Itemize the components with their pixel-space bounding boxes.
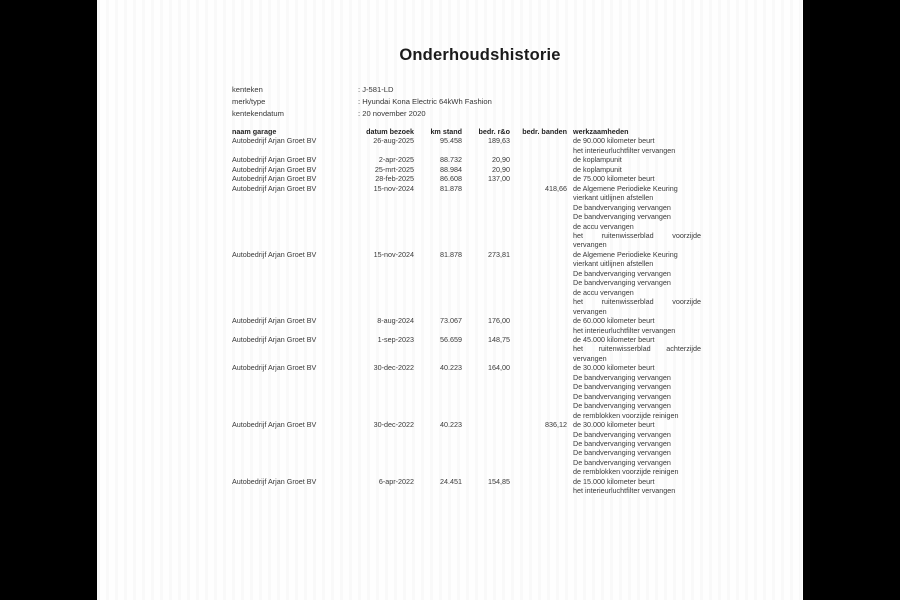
work-item: De bandvervanging vervangen — [573, 401, 671, 411]
km-reading-cell: 88.732 — [440, 155, 462, 165]
work-items-cell — [567, 335, 701, 363]
table-row — [232, 174, 701, 183]
amount-tires-cell: 418,66 — [545, 183, 567, 193]
garage-cell: Autobedrijf Arjan Groet BV — [232, 183, 317, 193]
table-header-row — [232, 127, 701, 136]
visit-date-cell: 25-mrt-2025 — [374, 164, 414, 174]
amount-rno-cell: 137,00 — [488, 174, 510, 184]
info-value: : Hyundai Kona Electric 64kWh Fashion — [358, 97, 492, 106]
info-label: kenteken — [232, 85, 263, 94]
amount-tires-cell — [510, 316, 567, 335]
work-items-cell — [567, 250, 701, 316]
work-item: De bandvervanging vervangen — [573, 202, 671, 212]
table-row — [232, 250, 701, 316]
amount-tires-cell — [510, 477, 567, 496]
info-row — [232, 84, 492, 96]
vehicle-info — [232, 84, 492, 120]
table-row — [232, 363, 701, 420]
km-reading-cell: 88.984 — [440, 164, 462, 174]
header-bedr-banden: bedr. banden — [522, 127, 567, 136]
visit-date-cell: 15-nov-2024 — [373, 249, 414, 259]
amount-tires-cell — [510, 363, 567, 420]
work-items-cell — [567, 363, 701, 420]
work-items-cell — [567, 155, 701, 164]
amount-tires-cell — [510, 335, 567, 363]
amount-rno-cell: 154,85 — [488, 476, 510, 486]
work-item: De bandvervanging vervangen — [573, 278, 671, 288]
info-value: : J-581-LD — [358, 85, 394, 94]
table-row — [232, 155, 701, 164]
work-item: de koplampunit — [573, 164, 622, 174]
work-item: de 15.000 kilometer beurt — [573, 476, 655, 486]
garage-cell: Autobedrijf Arjan Groet BV — [232, 249, 317, 259]
garage-cell: Autobedrijf Arjan Groet BV — [232, 136, 317, 146]
amount-tires-cell — [510, 174, 567, 183]
km-reading-cell: 40.223 — [440, 363, 462, 373]
work-item: het ruitenwisserblad voorzijde vervangen — [573, 230, 701, 250]
km-reading-cell: 56.659 — [440, 334, 462, 344]
km-reading-cell: 40.223 — [440, 420, 462, 430]
work-item: De bandvervanging vervangen — [573, 212, 671, 222]
header-werkzaamheden: werkzaamheden — [573, 127, 629, 136]
work-items-cell — [567, 174, 701, 183]
work-item: De bandvervanging vervangen — [573, 372, 671, 382]
km-reading-cell: 81.878 — [440, 183, 462, 193]
work-item: De bandvervanging vervangen — [573, 438, 671, 448]
km-reading-cell: 24.451 — [440, 476, 462, 486]
info-value: : 20 november 2020 — [358, 109, 426, 118]
work-item: de 45.000 kilometer beurt — [573, 334, 655, 344]
amount-rno-cell: 20,90 — [492, 155, 510, 165]
work-item: de 30.000 kilometer beurt — [573, 420, 655, 430]
work-item: het ruitenwisserblad voorzijde vervangen — [573, 297, 701, 316]
page-title: Onderhoudshistorie — [399, 46, 561, 64]
work-item: de accu vervangen — [573, 287, 634, 297]
table-row — [232, 316, 701, 335]
amount-tires-cell — [510, 165, 567, 174]
work-item: de remblokken voorzijde reinigen — [573, 410, 679, 420]
work-item: de Algemene Periodieke Keuring — [573, 249, 678, 259]
work-item: de 30.000 kilometer beurt — [573, 363, 655, 373]
km-reading-cell: 73.067 — [440, 316, 462, 326]
amount-tires-cell: 836,12 — [545, 420, 567, 430]
info-label: kentekendatum — [232, 109, 284, 118]
table-row — [232, 184, 701, 250]
visit-date-cell: 2-apr-2025 — [378, 155, 414, 165]
km-reading-cell: 86.608 — [440, 174, 462, 184]
visit-date-cell: 1-sep-2023 — [377, 334, 414, 344]
work-items-cell — [567, 420, 701, 477]
garage-cell: Autobedrijf Arjan Groet BV — [232, 174, 317, 184]
visit-date-cell: 6-apr-2022 — [378, 476, 414, 486]
visit-date-cell: 15-nov-2024 — [373, 183, 414, 193]
garage-cell: Autobedrijf Arjan Groet BV — [232, 420, 317, 430]
header-naam-garage: naam garage — [232, 127, 277, 136]
amount-rno-cell: 164,00 — [488, 363, 510, 373]
amount-rno-cell: 273,81 — [488, 249, 510, 259]
garage-cell: Autobedrijf Arjan Groet BV — [232, 316, 317, 326]
visit-date-cell: 30-dec-2022 — [373, 363, 414, 373]
amount-rno-cell: 20,90 — [492, 164, 510, 174]
work-items-cell — [567, 316, 701, 335]
work-items-cell — [567, 477, 701, 496]
work-item: De bandvervanging vervangen — [573, 448, 671, 458]
work-item: het ruitenwisserblad achterzijde vervangen — [573, 344, 701, 363]
info-row — [232, 108, 492, 120]
visit-date-cell: 30-dec-2022 — [373, 420, 414, 430]
work-item: het interieurluchtfilter vervangen — [573, 145, 676, 155]
garage-cell: Autobedrijf Arjan Groet BV — [232, 164, 317, 174]
amount-rno-cell — [462, 420, 510, 477]
info-label: merk/type — [232, 97, 266, 106]
work-item: De bandvervanging vervangen — [573, 457, 671, 467]
work-item: de 90.000 kilometer beurt — [573, 136, 655, 146]
work-item: de remblokken voorzijde reinigen — [573, 467, 679, 477]
header-bedr-ro: bedr. r&o — [478, 127, 510, 136]
amount-tires-cell — [510, 250, 567, 316]
work-item: vierkant uitlijnen afstellen — [573, 193, 654, 203]
work-items-cell — [567, 165, 701, 174]
table-row — [232, 165, 701, 174]
table-row — [232, 420, 701, 477]
garage-cell: Autobedrijf Arjan Groet BV — [232, 476, 317, 486]
maintenance-history-table — [232, 127, 701, 496]
visit-date-cell: 8-aug-2024 — [377, 316, 414, 326]
table-row — [232, 477, 701, 496]
work-items-cell — [567, 136, 701, 155]
work-item: de Algemene Periodieke Keuring — [573, 183, 678, 193]
work-item: de 75.000 kilometer beurt — [573, 174, 655, 184]
visit-date-cell: 28-feb-2025 — [375, 174, 414, 184]
work-item: De bandvervanging vervangen — [573, 429, 671, 439]
visit-date-cell: 26-aug-2025 — [373, 136, 414, 146]
work-item: de accu vervangen — [573, 221, 634, 231]
garage-cell: Autobedrijf Arjan Groet BV — [232, 363, 317, 373]
table-row — [232, 136, 701, 155]
table-row — [232, 335, 701, 363]
garage-cell: Autobedrijf Arjan Groet BV — [232, 155, 317, 165]
work-item: De bandvervanging vervangen — [573, 382, 671, 392]
amount-rno-cell: 176,00 — [488, 316, 510, 326]
work-item: de 60.000 kilometer beurt — [573, 316, 655, 326]
work-item: De bandvervanging vervangen — [573, 268, 671, 278]
work-items-cell — [567, 184, 701, 250]
km-reading-cell: 95.458 — [440, 136, 462, 146]
amount-rno-cell — [462, 184, 510, 250]
header-km-stand: km stand — [430, 127, 462, 136]
header-datum-bezoek: datum bezoek — [366, 127, 414, 136]
garage-cell: Autobedrijf Arjan Groet BV — [232, 334, 317, 344]
amount-tires-cell — [510, 136, 567, 155]
work-item: De bandvervanging vervangen — [573, 391, 671, 401]
amount-tires-cell — [510, 155, 567, 164]
work-item: vierkant uitlijnen afstellen — [573, 259, 654, 269]
km-reading-cell: 81.878 — [440, 249, 462, 259]
work-item: de koplampunit — [573, 155, 622, 165]
work-item: het interieurluchtfilter vervangen — [573, 325, 676, 335]
work-item: het interieurluchtfilter vervangen — [573, 486, 676, 496]
amount-rno-cell: 189,63 — [488, 136, 510, 146]
info-row — [232, 96, 492, 108]
amount-rno-cell: 148,75 — [488, 334, 510, 344]
document-page — [97, 0, 803, 600]
